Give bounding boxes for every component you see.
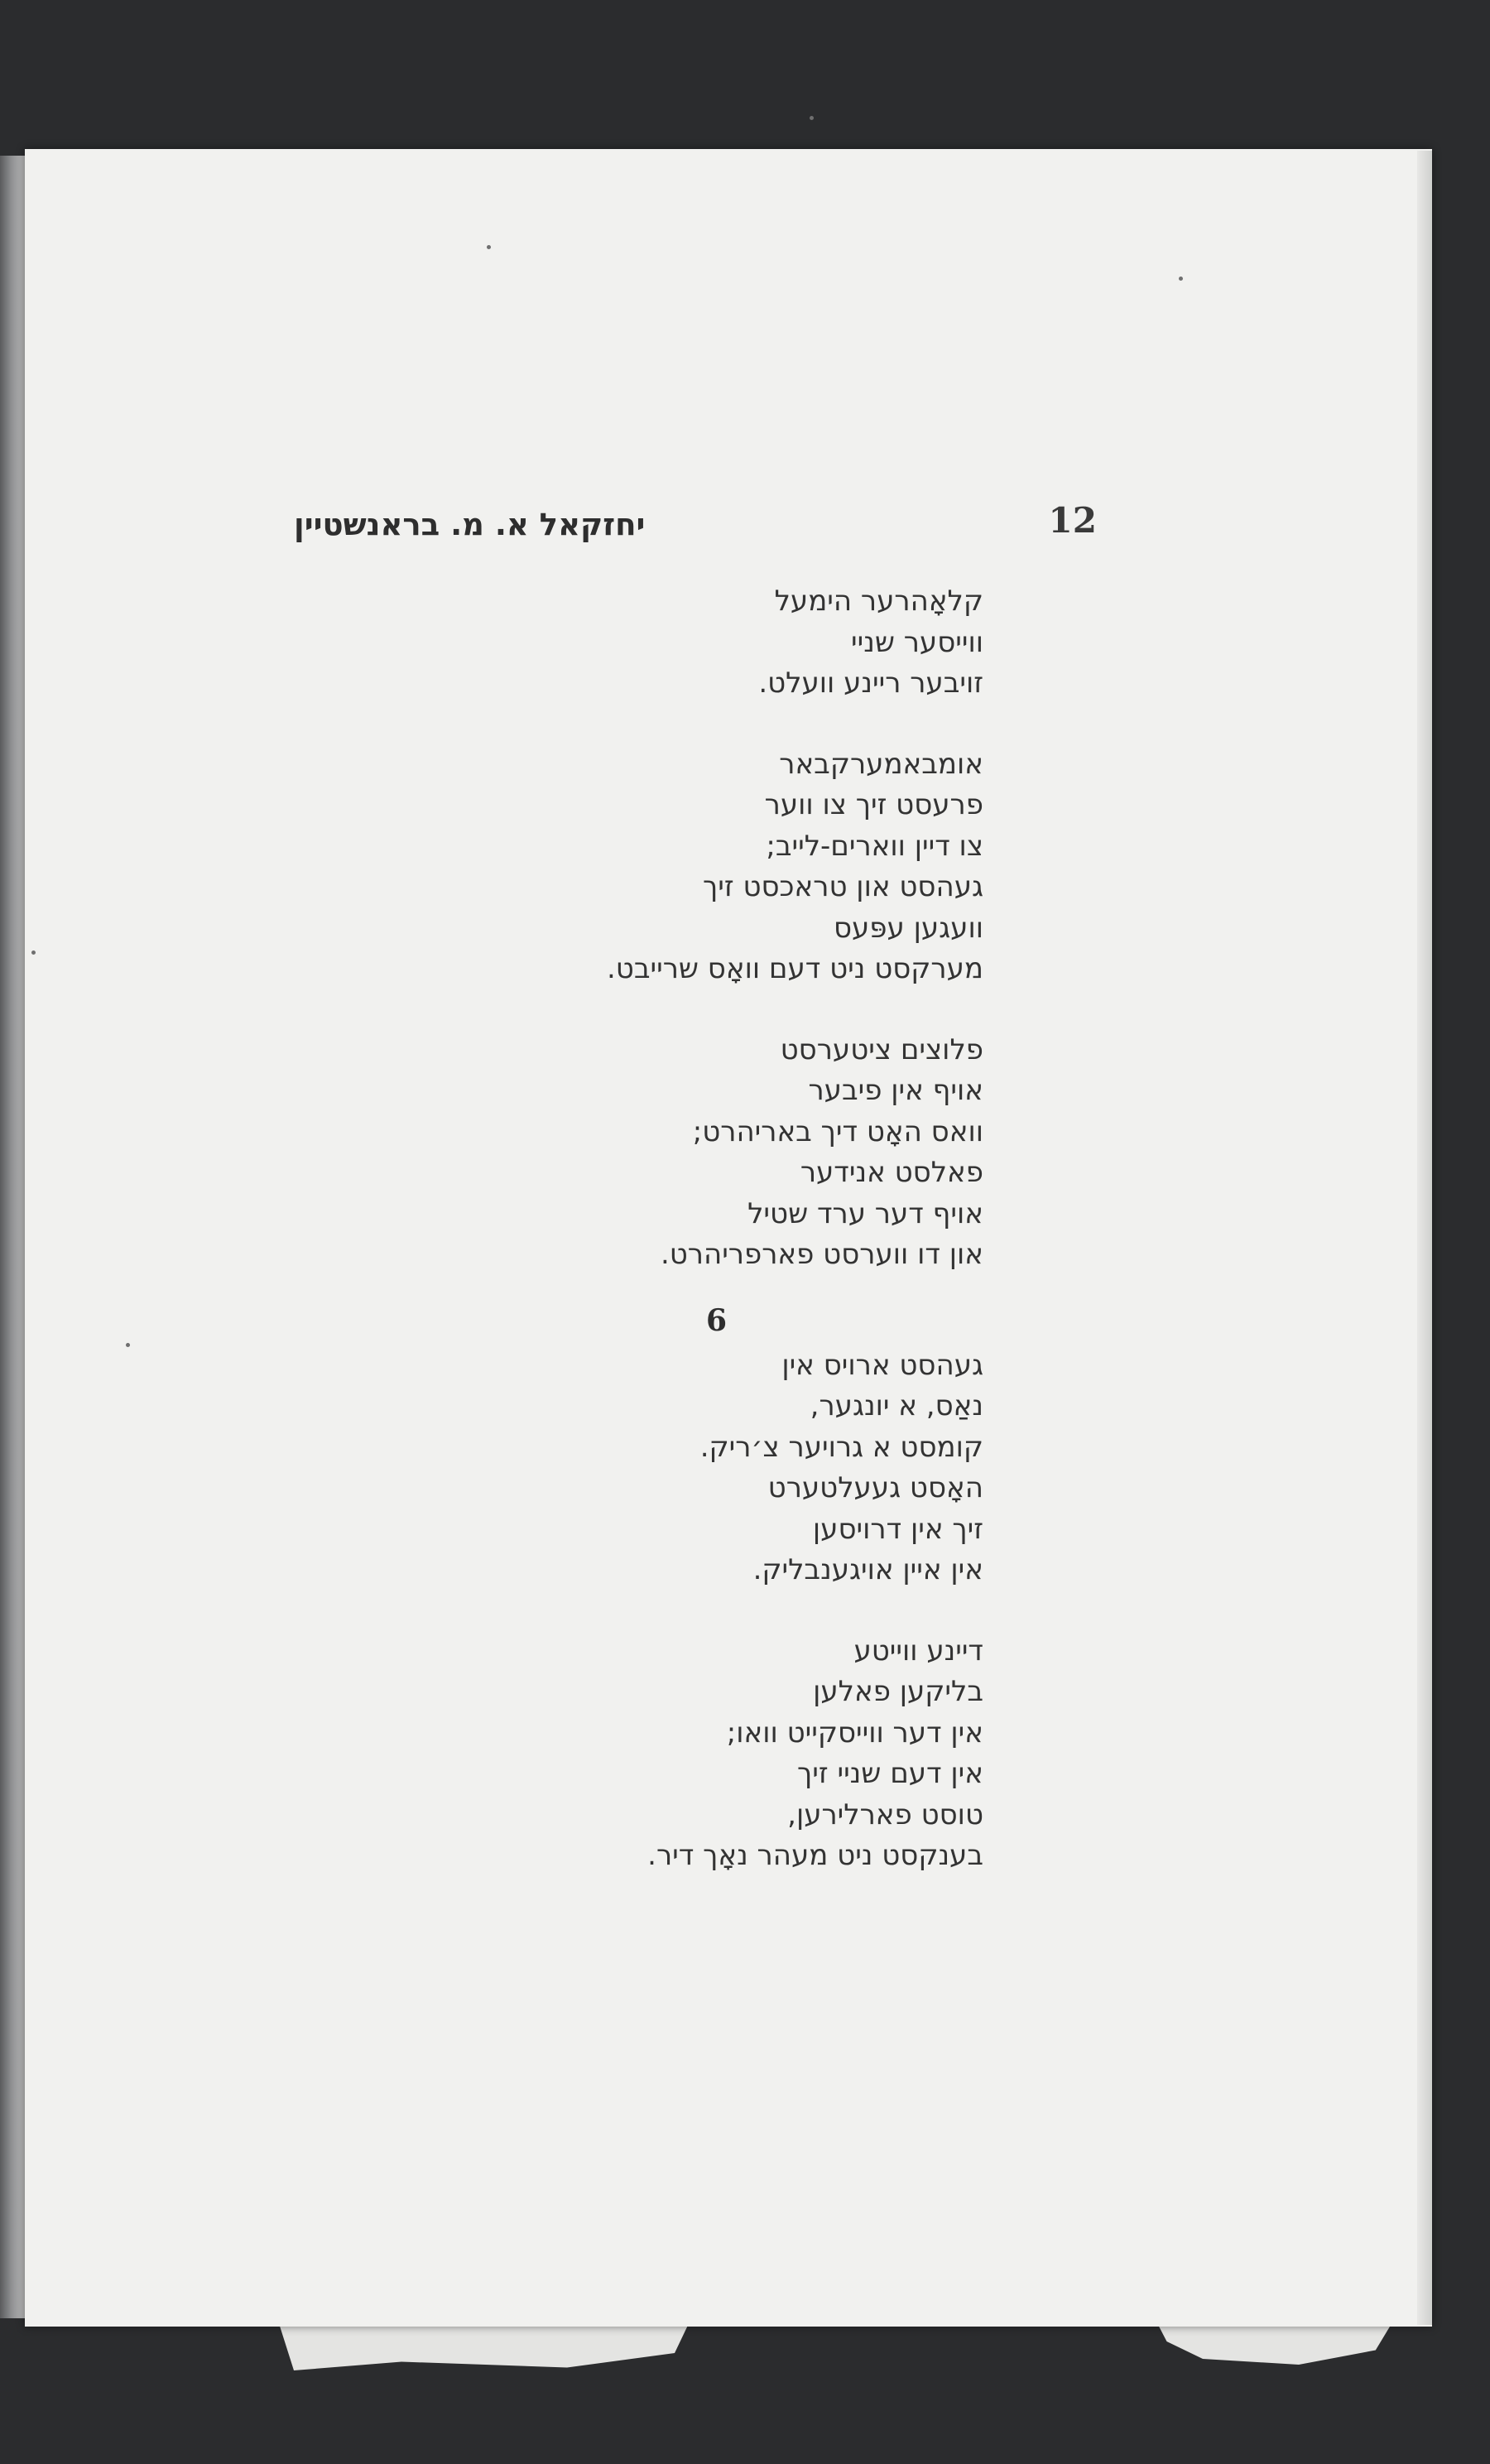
poem-line: קומסט א גרויער צ׳ריק. [699,1430,983,1464]
poem-line: געהסט ארויס אין [781,1348,983,1382]
paper-speck [1179,277,1183,281]
poem-line: דיינע ווייטע [853,1634,983,1668]
paper-speck [126,1343,130,1347]
paper-speck [487,245,491,249]
poem-line: פרעסט זיך צו ווער [764,788,983,821]
poem-body [238,581,983,1917]
poem-line: ווייסער שניי [851,625,983,659]
poem-line: וועגען עפּעס [833,911,983,945]
book-spine-edge [0,156,28,2318]
page-edge-shadow [1417,151,1432,2325]
stanza [238,1631,983,1877]
paper-speck [31,950,36,955]
stanza [238,744,983,990]
page-number: 12 [1048,500,1097,541]
poem-line: טוסט פארלירען, [787,1797,983,1831]
poem-line: אין איין אויגענבליק. [752,1553,983,1586]
dust-speck [810,116,814,120]
poem-line: מערקסט ניט דעם וואָס שרייבט. [606,952,983,985]
poem-line: וואס האָט דיך באריהרט; [692,1114,983,1148]
stanza [238,1030,983,1276]
poem-line: אין דער ווייסקייט וואו; [726,1716,983,1749]
poem-line: און דו ווערסט פארפריהרט. [660,1238,983,1271]
poem-line: פאלסט אנידער [800,1156,983,1189]
poem-line: אומבאמערקבאר [779,747,983,781]
poem-line: געהסט און טראכסט זיך [703,870,983,903]
page-underneath-right [1155,2318,1395,2376]
poem-line: האָסט געעלטערט [767,1471,983,1504]
poem-line: זיך אין דרויסען [812,1512,983,1546]
poem-line: אויף דער ערד שטיל [747,1196,983,1230]
poem-line: אויף אין פיבער [808,1074,983,1107]
stanza [238,581,983,705]
poem-line: בליקען פאלען [813,1675,983,1708]
poem-line: נאַס, א יונגער, [810,1389,983,1422]
section-number: 6 [705,1302,727,1338]
page-header [294,497,1097,555]
poem-line: צו דיין ווארים-לייב; [766,829,983,863]
poem-line: אין דעם שניי זיך [797,1757,983,1790]
poem-line: זויבער ריינע וועלט. [758,667,983,700]
poem-line: בענקסט ניט מעהר נאָך דיר. [647,1839,983,1872]
poem-line: קלאָהרער הימעל [774,585,983,618]
page-underneath-left [277,2318,691,2376]
running-head-author: יחזקאל א. מ. בראנשטיין [294,507,646,542]
poem-line: פלוצים ציטערסט [780,1032,983,1066]
stanza [238,1345,983,1591]
